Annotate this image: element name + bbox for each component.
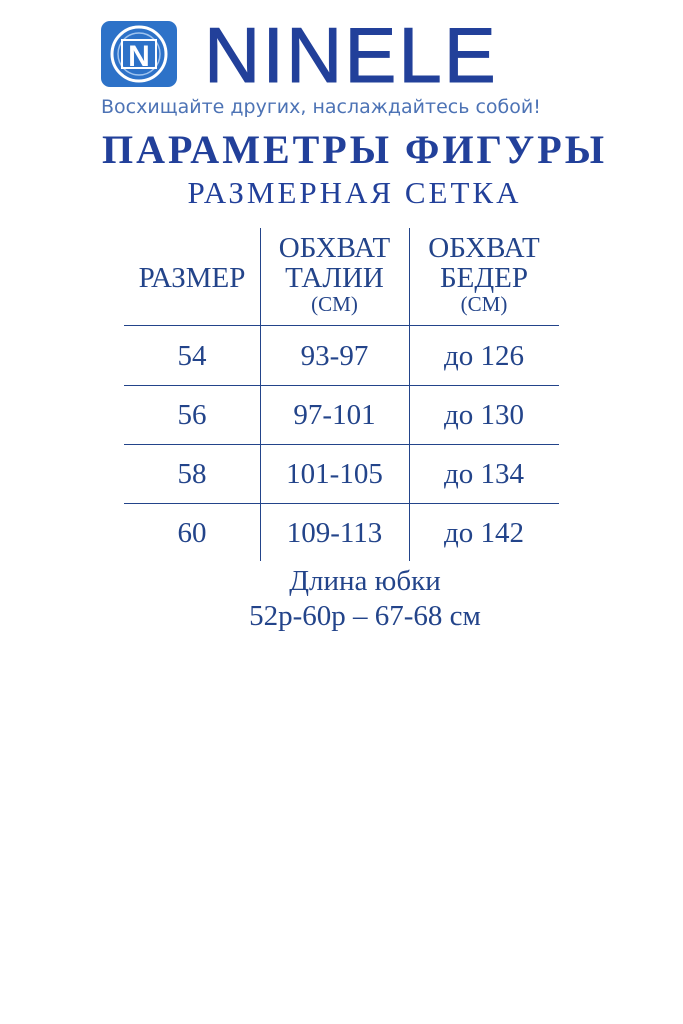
header-waist	[260, 233, 409, 315]
header-hips-line2: БЕДЕР	[440, 262, 528, 294]
header-waist-line1: ОБХВАТ	[278, 232, 391, 264]
ninele-emblem-icon	[100, 20, 178, 88]
skirt-length-value: 52р-60р – 67-68 см	[249, 600, 481, 632]
cell-size: 60	[177, 517, 207, 549]
cell-waist: 109-113	[286, 517, 383, 549]
header-waist-unit: (СМ)	[311, 292, 358, 316]
cell-size: 54	[177, 340, 207, 372]
cell-hips: до 126	[443, 340, 524, 372]
cell-waist: 97-101	[293, 399, 376, 431]
header-hips-unit: (СМ)	[460, 292, 508, 316]
page-subtitle: РАЗМЕРНАЯ СЕТКА	[187, 175, 522, 210]
emblem-letter: N	[128, 40, 150, 73]
brand-logo	[100, 11, 600, 99]
cell-waist: 93-97	[300, 340, 369, 372]
cell-hips: до 134	[443, 458, 524, 490]
brand-tagline: Восхищайте других, наслаждайтесь собой!	[101, 96, 541, 118]
header-hips	[409, 233, 559, 315]
cell-waist: 101-105	[286, 458, 383, 490]
page-title: ПАРАМЕТРЫ ФИГУРЫ	[101, 127, 607, 172]
cell-hips: до 130	[443, 399, 524, 431]
size-chart-table	[124, 228, 559, 561]
header-waist-line2: ТАЛИИ	[285, 262, 384, 294]
header-size	[124, 263, 260, 293]
brand-name: NINELE	[204, 11, 498, 99]
row-divider	[124, 325, 559, 326]
header-hips-line1: ОБХВАТ	[428, 232, 540, 264]
cell-size: 56	[177, 399, 207, 431]
skirt-length-label: Длина юбки	[289, 565, 441, 597]
cell-size: 58	[177, 458, 207, 490]
header-size-label: РАЗМЕР	[138, 262, 246, 294]
cell-hips: до 142	[443, 517, 524, 549]
